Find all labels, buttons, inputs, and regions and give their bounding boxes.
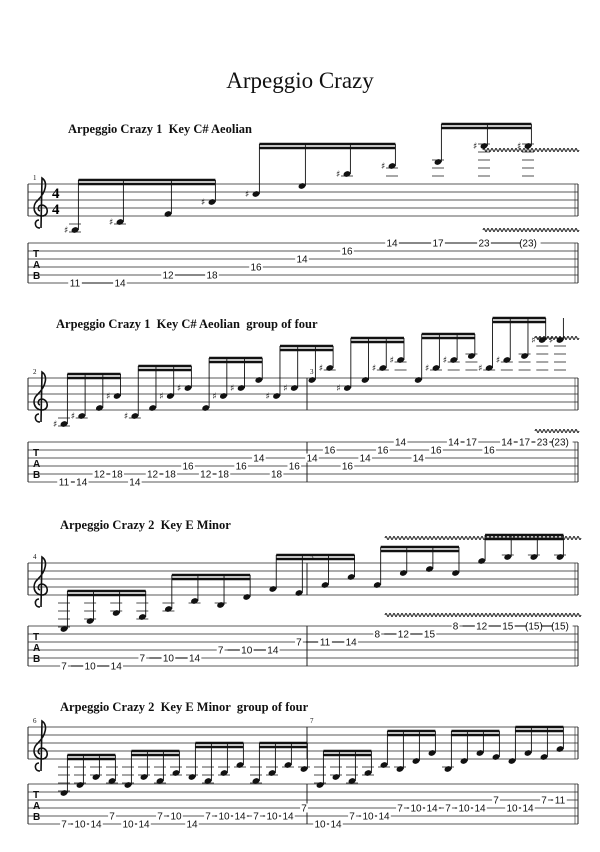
sharp-icon: ♯ bbox=[442, 356, 448, 366]
tab-fret-number: 16 bbox=[483, 445, 495, 457]
measure-number: 3 bbox=[310, 368, 314, 376]
tab-fret-number: 14 bbox=[138, 819, 150, 831]
tab-fret-number: 10 bbox=[162, 653, 174, 665]
system-2 bbox=[28, 318, 579, 489]
tab-fret-number: 15 bbox=[502, 621, 514, 633]
tab-fret-number: 11 bbox=[319, 637, 331, 649]
tab-fret-number: 14 bbox=[448, 437, 460, 449]
tab-fret-number: 12 bbox=[200, 469, 212, 481]
tab-fret-number: 17 bbox=[432, 238, 444, 250]
measure-number: 2 bbox=[33, 368, 37, 376]
treble-clef-icon bbox=[34, 178, 47, 228]
tab-fret-number: 10 bbox=[362, 811, 374, 823]
tab-fret-number: 14 bbox=[267, 645, 279, 657]
tab-clef-letter: T bbox=[33, 249, 40, 260]
tab-fret-number: 18 bbox=[206, 270, 218, 282]
tab-fret-number: 23 bbox=[536, 437, 548, 449]
treble-clef-icon bbox=[34, 372, 47, 422]
measure-number: 5 bbox=[310, 553, 314, 561]
tab-fret-number: 16 bbox=[182, 461, 194, 473]
tab-fret-number: 10 bbox=[84, 661, 96, 673]
tab-fret-number: 14 bbox=[345, 637, 357, 649]
tab-clef-letter: B bbox=[33, 654, 41, 665]
tab-fret-number: 14 bbox=[359, 453, 371, 465]
tab-fret-number: 16 bbox=[235, 461, 247, 473]
tab-clef-letter: A bbox=[33, 643, 41, 654]
tab-fret-number: (23) bbox=[519, 238, 537, 250]
tab-fret-number: 16 bbox=[341, 461, 353, 473]
tab-fret-number: 14 bbox=[76, 477, 88, 489]
sharp-icon: ♯ bbox=[389, 356, 394, 366]
tab-clef-letter: T bbox=[33, 448, 40, 459]
tab-fret-number: 7 bbox=[109, 811, 115, 823]
tab-fret-number: 14 bbox=[186, 819, 198, 831]
time-signature: 4 bbox=[52, 186, 60, 202]
tab-fret-number: 17 bbox=[465, 437, 477, 449]
tab-clef-letter: A bbox=[33, 459, 41, 470]
tab-fret-number: 14 bbox=[253, 453, 265, 465]
vibrato-mark bbox=[385, 614, 581, 617]
sharp-icon: ♯ bbox=[265, 392, 270, 402]
tab-fret-number: 12 bbox=[147, 469, 159, 481]
sharp-icon: ♯ bbox=[53, 420, 58, 430]
time-signature: 4 bbox=[52, 202, 60, 218]
tab-fret-number: 14 bbox=[412, 453, 424, 465]
sharp-icon: ♯ bbox=[106, 392, 111, 402]
sharp-icon: ♯ bbox=[159, 392, 164, 402]
tab-fret-number: 15 bbox=[423, 629, 436, 641]
tab-clef-letter: T bbox=[33, 632, 40, 643]
sharp-icon: ♯ bbox=[177, 384, 182, 394]
tab-clef-letter: A bbox=[33, 260, 41, 271]
tab-fret-number: 14 bbox=[90, 819, 102, 831]
tab-fret-number: 14 bbox=[296, 254, 308, 266]
tab-fret-number: 12 bbox=[397, 629, 409, 641]
tab-fret-number: 16 bbox=[324, 445, 336, 457]
sharp-icon: ♯ bbox=[478, 364, 483, 374]
tab-fret-number: 7 bbox=[301, 803, 307, 815]
sharp-icon: ♯ bbox=[336, 170, 341, 180]
tab-fret-number: 14 bbox=[129, 477, 141, 489]
measure-number: 6 bbox=[33, 717, 37, 725]
tab-fret-number: 7 bbox=[217, 645, 224, 657]
tab-clef-letter: B bbox=[33, 812, 41, 823]
tab-fret-number: 18 bbox=[271, 469, 283, 481]
tab-fret-number: 18 bbox=[111, 469, 123, 481]
tab-fret-number: 14 bbox=[501, 437, 513, 449]
sharp-icon: ♯ bbox=[123, 412, 129, 422]
sharp-icon: ♯ bbox=[245, 190, 250, 200]
tab-fret-number: 11 bbox=[58, 477, 70, 489]
system-1 bbox=[28, 124, 579, 290]
system-title-2: Arpeggio Crazy 1 Key C# Aeolian group of four bbox=[56, 317, 318, 331]
tab-fret-number: 10 bbox=[74, 819, 86, 831]
tab-fret-number: 14 bbox=[426, 803, 438, 815]
tab-fret-number: (15) bbox=[551, 621, 569, 633]
score-title: Arpeggio Crazy bbox=[226, 68, 374, 93]
tab-fret-number: 7 bbox=[541, 795, 547, 807]
sharp-icon: ♯ bbox=[201, 198, 206, 208]
tab-fret-number: 16 bbox=[341, 246, 353, 258]
vibrato-mark bbox=[483, 229, 579, 232]
tab-fret-number: 7 bbox=[493, 795, 499, 807]
tab-fret-number: 14 bbox=[234, 811, 246, 823]
sharp-icon: ♯ bbox=[473, 142, 478, 152]
sharp-icon: ♯ bbox=[371, 364, 377, 374]
tab-fret-number: 10 bbox=[170, 811, 182, 823]
treble-clef-icon bbox=[34, 721, 47, 771]
tab-fret-number: (15) bbox=[524, 621, 543, 633]
tab-clef-letter: B bbox=[33, 470, 41, 481]
tab-fret-number: 14 bbox=[188, 653, 201, 665]
tab-fret-number: 7 bbox=[445, 803, 451, 815]
tab-fret-number: 12 bbox=[162, 270, 174, 282]
measure-number: 4 bbox=[33, 553, 37, 561]
tab-fret-number: 16 bbox=[430, 445, 442, 457]
system-title-1: Arpeggio Crazy 1 Key C# Aeolian bbox=[68, 122, 253, 136]
sharp-icon: ♯ bbox=[381, 162, 386, 172]
sharp-icon: ♯ bbox=[336, 384, 341, 394]
measure-number: 7 bbox=[310, 717, 314, 725]
tab-fret-number: 10 bbox=[122, 819, 134, 831]
sharp-icon: ♯ bbox=[212, 392, 217, 402]
tab-fret-number: 16 bbox=[377, 445, 389, 457]
tab-fret-number: 10 bbox=[314, 819, 326, 831]
sharp-icon: ♯ bbox=[283, 384, 288, 394]
tab-fret-number: 14 bbox=[110, 661, 122, 673]
tab-fret-number: 10 bbox=[458, 803, 470, 815]
tab-fret-number: 18 bbox=[217, 469, 229, 481]
sharp-icon: ♯ bbox=[70, 412, 76, 422]
tab-fret-number: 7 bbox=[205, 811, 211, 823]
tab-fret-number: 7 bbox=[61, 661, 67, 673]
sharp-icon: ♯ bbox=[64, 226, 69, 236]
tab-fret-number: 10 bbox=[218, 811, 230, 823]
tab-fret-number: 14 bbox=[282, 811, 294, 823]
sharp-icon: ♯ bbox=[531, 336, 536, 346]
tab-fret-number: 23 bbox=[478, 238, 490, 250]
system-title-3: Arpeggio Crazy 2 Key E Minor bbox=[60, 518, 231, 532]
vibrato-mark bbox=[483, 149, 579, 152]
tab-clef-letter: T bbox=[33, 790, 40, 801]
sharp-icon: ♯ bbox=[549, 336, 554, 346]
tab-fret-number: 14 bbox=[330, 819, 342, 831]
tab-fret-number: 10 bbox=[506, 803, 518, 815]
treble-clef-icon bbox=[34, 557, 47, 607]
tab-fret-number: 14 bbox=[395, 437, 407, 449]
tab-fret-number: 8 bbox=[374, 629, 381, 641]
tab-fret-number: 14 bbox=[522, 803, 534, 815]
tab-fret-number: (23) bbox=[551, 437, 569, 449]
tab-fret-number: 14 bbox=[114, 278, 126, 290]
tab-fret-number: 12 bbox=[93, 469, 105, 481]
tab-clef-letter: A bbox=[33, 801, 41, 812]
vibrato-mark bbox=[535, 430, 579, 433]
tab-fret-number: 7 bbox=[397, 803, 403, 815]
tab-fret-number: 18 bbox=[164, 469, 176, 481]
sharp-icon: ♯ bbox=[318, 364, 324, 374]
sharp-icon: ♯ bbox=[425, 364, 430, 374]
tab-fret-number: 16 bbox=[250, 262, 262, 274]
tab-fret-number: 10 bbox=[266, 811, 278, 823]
sharp-icon: ♯ bbox=[517, 142, 522, 152]
tab-fret-number: 7 bbox=[139, 653, 146, 665]
tab-fret-number: 7 bbox=[349, 811, 355, 823]
tab-fret-number: 10 bbox=[410, 803, 422, 815]
tab-fret-number: 11 bbox=[554, 795, 566, 807]
tab-fret-number: 14 bbox=[386, 238, 398, 250]
sharp-icon: ♯ bbox=[495, 356, 501, 366]
tab-fret-number: 7 bbox=[61, 819, 67, 831]
tab-fret-number: 14 bbox=[378, 811, 390, 823]
tab-fret-number: 10 bbox=[241, 645, 253, 657]
sharp-icon: ♯ bbox=[109, 218, 114, 228]
tab-fret-number: 8 bbox=[452, 621, 459, 633]
tab-fret-number: 7 bbox=[296, 637, 302, 649]
tab-fret-number: 14 bbox=[306, 453, 318, 465]
tab-fret-number: 12 bbox=[476, 621, 488, 633]
sharp-icon: ♯ bbox=[230, 384, 235, 394]
tab-fret-number: 16 bbox=[288, 461, 300, 473]
tab-clef-letter: B bbox=[33, 271, 41, 282]
tab-fret-number: 17 bbox=[519, 437, 531, 449]
tab-fret-number: 14 bbox=[474, 803, 486, 815]
tab-fret-number: 7 bbox=[253, 811, 259, 823]
system-3 bbox=[28, 535, 581, 673]
measure-number: 1 bbox=[33, 174, 37, 182]
tab-fret-number: 7 bbox=[157, 811, 163, 823]
system-title-4: Arpeggio Crazy 2 Key E Minor group of four bbox=[60, 700, 309, 714]
system-4 bbox=[28, 717, 578, 831]
tab-fret-number: 11 bbox=[69, 278, 81, 290]
